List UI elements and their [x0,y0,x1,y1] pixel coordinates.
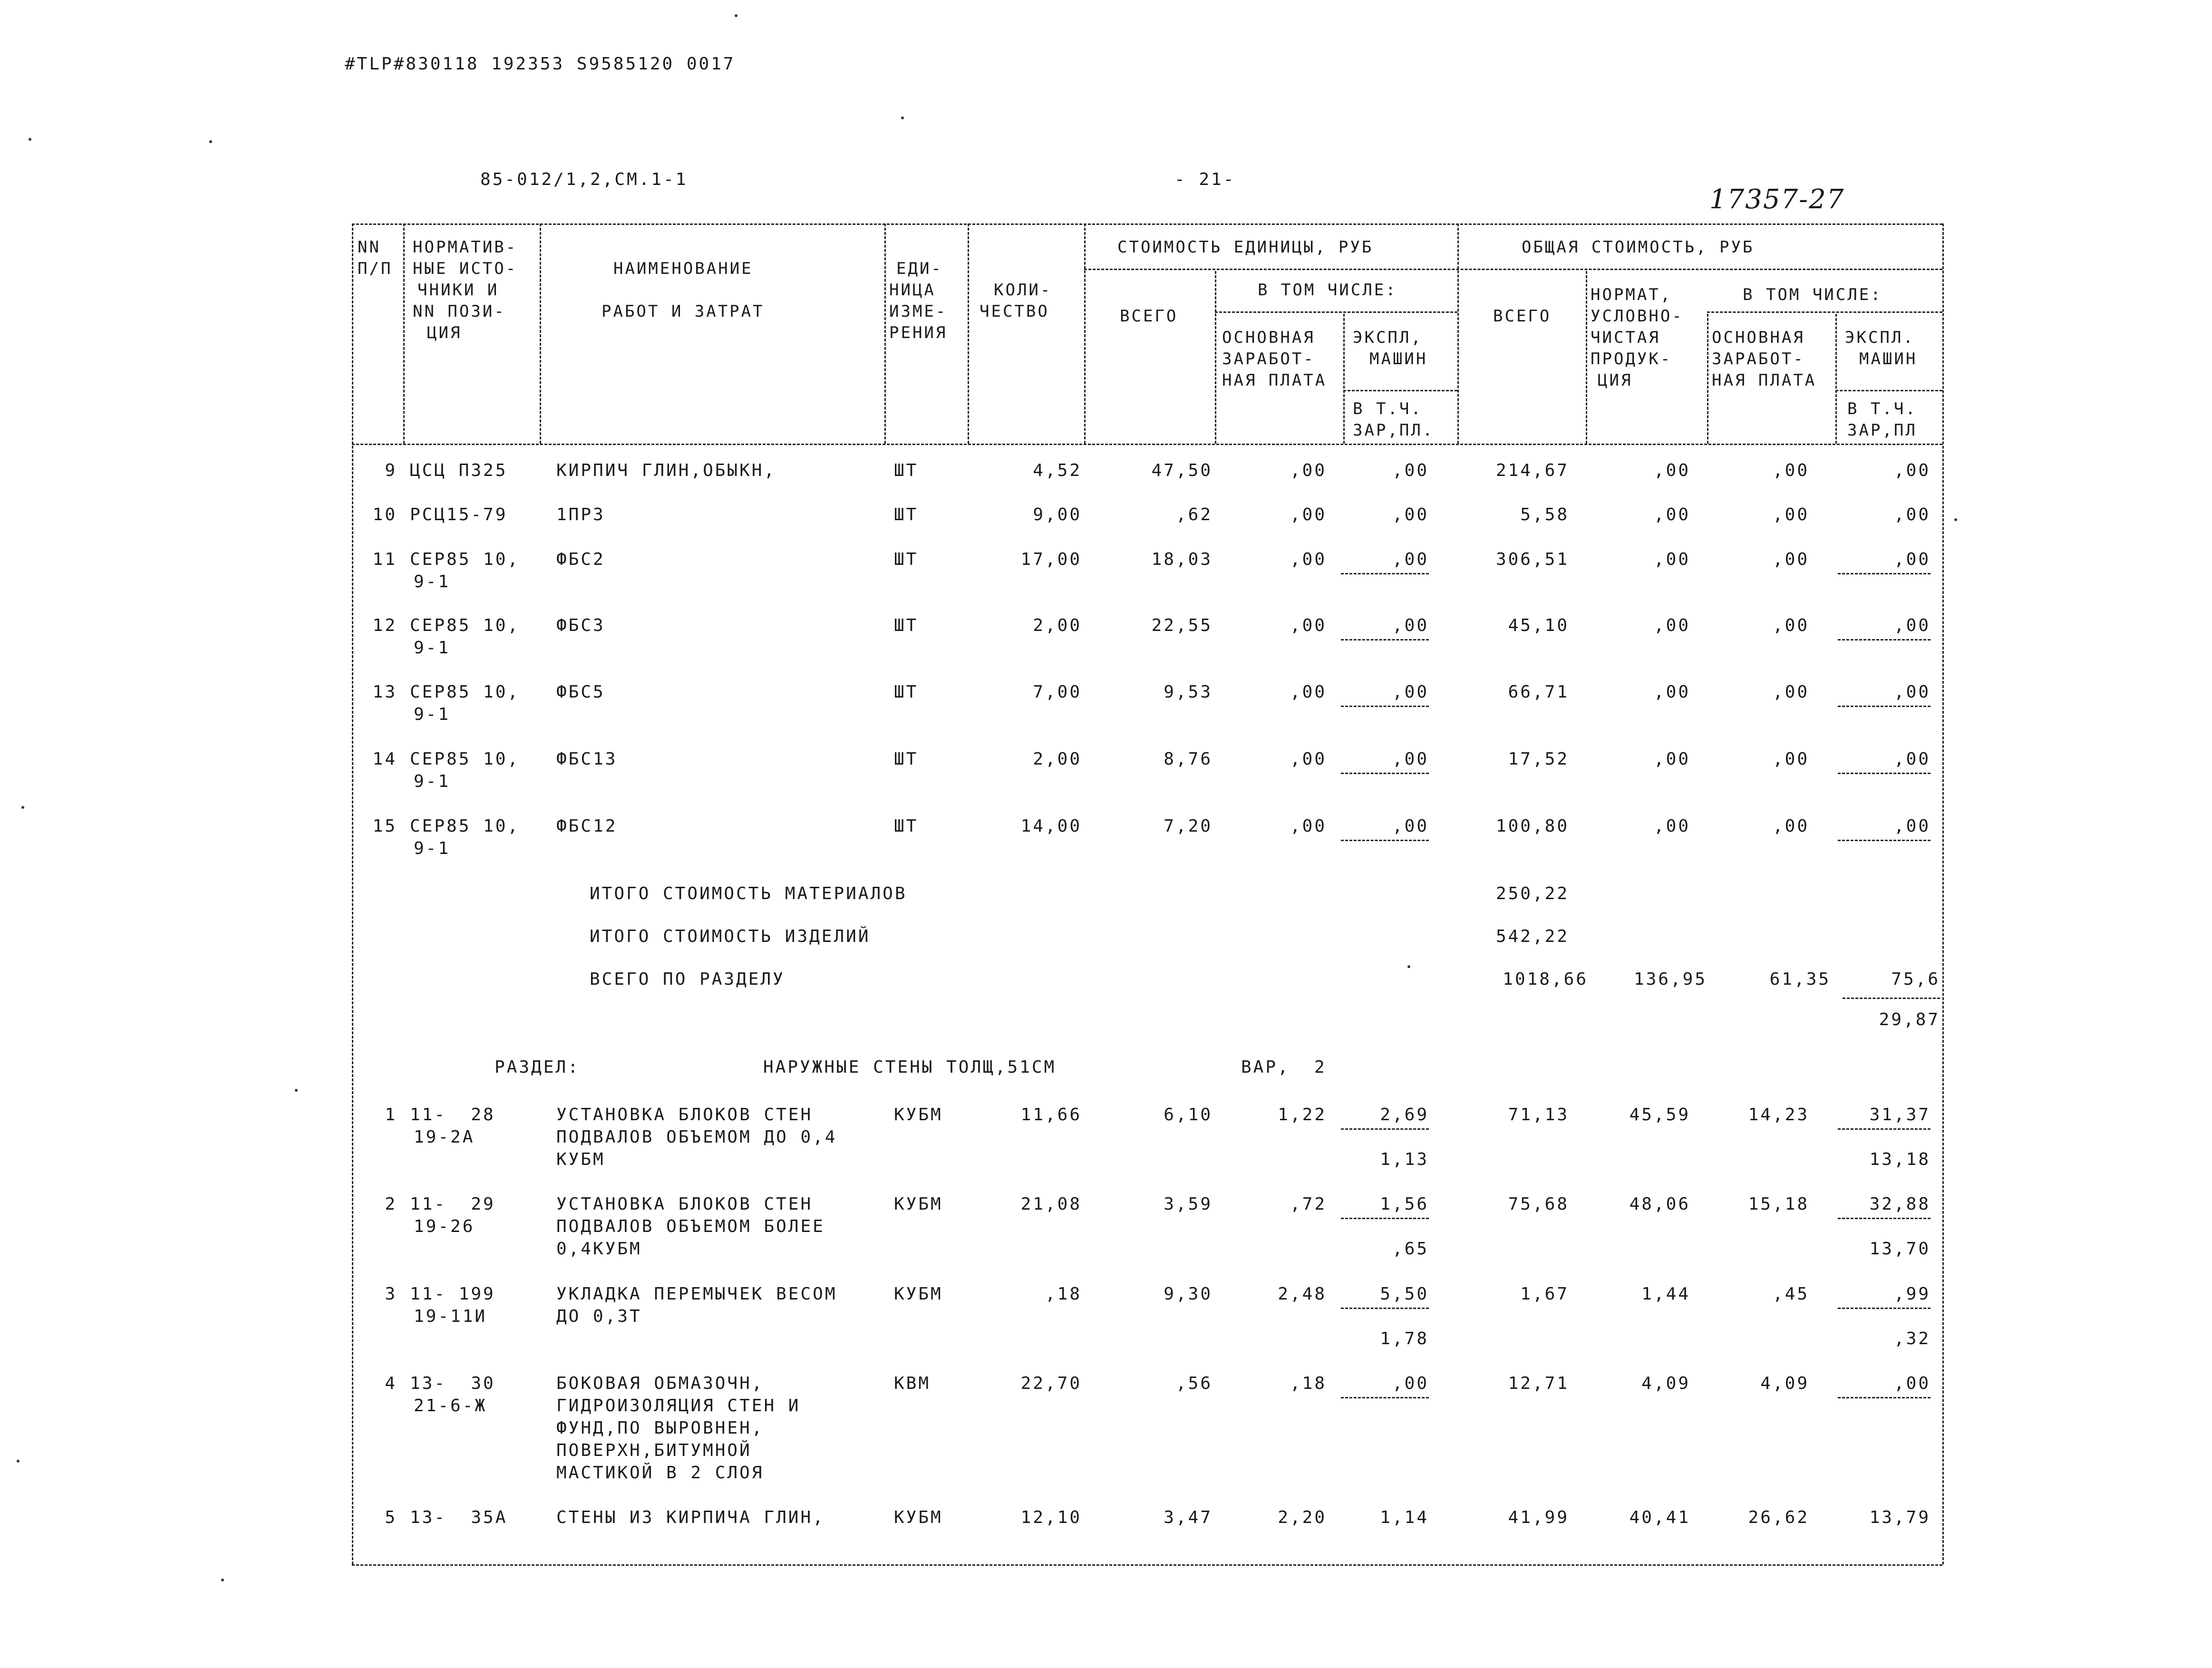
row-name-line: СТЕНЫ ИЗ КИРПИЧА ГЛИН, [556,1508,825,1527]
header-normative: НОРМАТИВ- [413,238,518,257]
header-net-product: НОРМАТ, [1591,285,1672,304]
row-basic-wage: 15,18 [1748,1194,1809,1214]
row-unit: КВМ [894,1374,931,1393]
header-basic-wage-2: ОСНОВНАЯ [1712,328,1805,347]
row-unit-basic-wage: ,72 [1290,1194,1327,1214]
row-number: 9 [385,461,397,480]
speck [21,806,24,809]
header-normative: НЫЕ ИСТО- [413,259,518,278]
row-machine: ,00 [1893,816,1931,836]
row-net-product: ,00 [1653,682,1690,702]
header-col-sep [1707,314,1708,444]
row-unit-machine: 2,69 [1380,1105,1429,1125]
header-total: ВСЕГО [1493,307,1552,326]
document-code: #TLP#830118 192353 S9585120 0017 [345,54,736,74]
row-unit-total: 8,76 [1164,749,1213,769]
row-unit-basic-wage: ,00 [1290,550,1327,569]
subtotal-dash [1843,998,1940,999]
row-machine: ,00 [1893,682,1931,702]
header-pp: П/П [358,259,393,278]
row-name-line: ФУНД,ПО ВЫРОВНЕН, [556,1418,764,1438]
row-normative-code-2: 9-1 [414,772,451,791]
header-unit: РЕНИЯ [889,323,948,342]
section-variant: ВАР, 2 [1241,1057,1327,1077]
header-subline [1835,390,1942,391]
header-incl-wage: ЗАР,ПЛ. [1353,421,1435,440]
speck [295,1089,298,1092]
row-name-line: УСТАНОВКА БЛОКОВ СТЕН [556,1194,813,1214]
row-machine: ,00 [1893,749,1931,769]
row-normative-code-2: 9-1 [414,839,451,858]
row-basic-wage: ,45 [1772,1284,1809,1304]
section-label: РАЗДЕЛ: [495,1057,580,1077]
header-net-product: ЦИЯ [1598,371,1633,390]
row-quantity: 14,00 [1020,816,1082,836]
row-unit-machine: ,00 [1392,616,1429,635]
row-unit: ШТ [894,682,919,702]
row-normative-code: СЕР85 10, [410,816,520,836]
row-net-product: 48,06 [1629,1194,1690,1214]
row-basic-wage: 4,09 [1760,1374,1809,1393]
row-normative-code: СЕР85 10, [410,749,520,769]
table-bottom-border [352,1564,1942,1566]
row-name-line: БОКОВАЯ ОБМАЗОЧН, [556,1374,764,1393]
row-total: 1,67 [1520,1284,1569,1304]
row-unit-machine: ,00 [1392,816,1429,836]
row-basic-wage: 26,62 [1748,1508,1809,1527]
row-unit-machine-wage: ,65 [1392,1239,1429,1259]
row-machine: ,99 [1893,1284,1931,1304]
row-net-product: 40,41 [1629,1508,1690,1527]
row-name-line: ПОДВАЛОВ ОБЪЕМОМ ДО 0,4 [556,1127,837,1147]
row-machine-wage: 13,18 [1869,1150,1931,1169]
header-unit: ИЗМЕ- [889,302,948,321]
header-net-product: ПРОДУК- [1591,349,1672,369]
row-name-line: 1ПР3 [556,505,605,524]
row-basic-wage: ,00 [1772,749,1809,769]
row-unit-basic-wage: ,18 [1290,1374,1327,1393]
row-machine: ,00 [1893,505,1931,524]
header-basic-wage: ОСНОВНАЯ [1222,328,1315,347]
row-normative-code-2: 9-1 [414,705,451,724]
row-name-line: КИРПИЧ ГЛИН,ОБЫКН, [556,461,776,480]
row-normative-code: 13- 30 [410,1374,495,1393]
header-normative: NN ПОЗИ- [413,302,506,321]
row-name-line: ПОДВАЛОВ ОБЪЕМОМ БОЛЕЕ [556,1217,825,1236]
row-quantity: 17,00 [1020,550,1082,569]
row-name-line: ФБС13 [556,749,618,769]
row-unit-basic-wage: ,00 [1290,816,1327,836]
row-normative-code: СЕР85 10, [410,682,520,702]
row-name-line: КУБМ [556,1150,605,1169]
row-name-line: ФБС5 [556,682,605,702]
row-unit: ШТ [894,550,919,569]
row-normative-code: РСЦ15-79 [410,505,508,524]
products-total-label: ИТОГО СТОИМОСТЬ ИЗДЕЛИЙ [590,927,871,946]
header-basic-wage: ЗАРАБОТ- [1222,349,1315,369]
header-including-2: В ТОМ ЧИСЛЕ: [1743,285,1882,304]
row-name-line: МАСТИКОЙ В 2 СЛОЯ [556,1463,764,1483]
row-number: 12 [372,616,397,635]
row-number: 1 [385,1105,397,1125]
row-machine-wage: 13,70 [1869,1239,1931,1259]
row-total: 214,67 [1495,461,1569,480]
row-net-product: ,00 [1653,550,1690,569]
row-total: 41,99 [1508,1508,1569,1527]
speck [17,1460,19,1463]
row-number: 14 [372,749,397,769]
section-net-value: 136,95 [1633,970,1707,989]
header-total-cost: ОБЩАЯ СТОИМОСТЬ, РУБ [1522,238,1755,257]
row-quantity: 9,00 [1033,505,1082,524]
header-col-sep [1215,271,1216,444]
row-quantity: 22,70 [1020,1374,1082,1393]
row-total: 71,13 [1508,1105,1569,1125]
row-normative-code: 11- 28 [410,1105,495,1125]
row-unit-basic-wage: ,00 [1290,682,1327,702]
row-net-product: ,00 [1653,749,1690,769]
row-unit-basic-wage: 2,20 [1278,1508,1327,1527]
subtotal-dash [1838,706,1931,707]
row-normative-code: 13- 35А [410,1508,508,1527]
section-total-value: 1018,66 [1503,970,1588,989]
subtotal-dash [1838,840,1931,841]
row-unit-basic-wage: ,00 [1290,461,1327,480]
row-normative-code-2: 9-1 [414,572,451,592]
row-unit: КУБМ [894,1508,943,1527]
document-reference: 85-012/1,2,СМ.1-1 [480,170,688,189]
section-basic-value: 61,35 [1769,970,1831,989]
row-normative-code: 11- 29 [410,1194,495,1214]
header-machine-use-2: ЭКСПЛ. [1845,328,1915,347]
row-unit-total: 6,10 [1164,1105,1213,1125]
row-unit-machine: ,00 [1392,505,1429,524]
header-net-product: ЧИСТАЯ [1591,328,1660,347]
header-basic-wage-2: ЗАРАБОТ- [1712,349,1805,369]
row-unit-total: ,56 [1175,1374,1213,1393]
header-machine-use: МАШИН [1369,349,1428,369]
row-unit-total: 7,20 [1164,816,1213,836]
row-machine: ,00 [1893,550,1931,569]
row-net-product: ,00 [1653,616,1690,635]
header-machine-use-2: МАШИН [1859,349,1918,369]
subtotal-dash [1341,1128,1429,1130]
row-basic-wage: ,00 [1772,616,1809,635]
table-left-border [352,223,353,1564]
header-col-sep [1586,271,1587,444]
page-number: - 21- [1174,170,1236,189]
row-name-line: ДО 0,3Т [556,1307,642,1326]
speck [29,138,31,141]
subtotal-dash [1341,773,1429,774]
row-quantity: 2,00 [1033,616,1082,635]
speck [221,1579,224,1581]
row-unit: ШТ [894,505,919,524]
row-quantity: 4,52 [1033,461,1082,480]
row-unit-total: ,62 [1175,505,1213,524]
subtotal-dash [1838,1218,1931,1219]
subtotal-dash [1341,573,1429,574]
speck [735,14,737,17]
section-machine-wage-value: 29,87 [1879,1010,1940,1029]
row-name-line: ФБС3 [556,616,605,635]
subtotal-dash [1341,1397,1429,1398]
subtotal-dash [1341,840,1429,841]
row-net-product: ,00 [1653,461,1690,480]
materials-total-value: 250,22 [1495,884,1569,903]
materials-total-label: ИТОГО СТОИМОСТЬ МАТЕРИАЛОВ [590,884,907,903]
header-normative: ЦИЯ [427,323,462,342]
row-basic-wage: ,00 [1772,682,1809,702]
header-unit: ЕДИ- [896,259,943,278]
row-quantity: 7,00 [1033,682,1082,702]
row-unit-total: 9,53 [1164,682,1213,702]
row-total: 45,10 [1508,616,1569,635]
subtotal-dash [1838,1397,1931,1398]
row-quantity: 12,10 [1020,1508,1082,1527]
row-normative-code-2: 19-26 [414,1217,475,1236]
header-quantity: КОЛИ- [994,281,1052,300]
row-unit-machine-wage: 1,78 [1380,1329,1429,1348]
row-unit-basic-wage: ,00 [1290,749,1327,769]
row-unit: КУБМ [894,1284,943,1304]
row-net-product: 1,44 [1641,1284,1690,1304]
header-unit-cost: СТОИМОСТЬ ЕДИНИЦЫ, РУБ [1117,238,1374,257]
row-unit-total: 18,03 [1151,550,1213,569]
row-net-product: 45,59 [1629,1105,1690,1125]
header-basic-wage: НАЯ ПЛАТА [1222,371,1327,390]
row-unit-total: 3,59 [1164,1194,1213,1214]
row-name-line: ФБС12 [556,816,618,836]
row-machine-wage: ,32 [1893,1329,1931,1348]
row-name-line: 0,4КУБМ [556,1239,642,1259]
row-name-line: ФБС2 [556,550,605,569]
table-top-border [352,223,1942,225]
header-incl-wage-2: В Т.Ч. [1847,399,1917,418]
row-number: 3 [385,1284,397,1304]
row-number: 13 [372,682,397,702]
header-subline [1215,311,1457,313]
subtotal-dash [1341,706,1429,707]
row-unit: КУБМ [894,1194,943,1214]
row-normative-code-2: 21-6-Ж [414,1396,487,1416]
row-unit: ШТ [894,616,919,635]
row-unit-machine: 1,56 [1380,1194,1429,1214]
row-unit-machine-wage: 1,13 [1380,1150,1429,1169]
row-unit-total: 47,50 [1151,461,1213,480]
row-name-line: ПОВЕРХН,БИТУМНОЙ [556,1441,752,1460]
row-name-line: УКЛАДКА ПЕРЕМЫЧЕК ВЕСОМ [556,1284,837,1304]
row-normative-code: СЕР85 10, [410,550,520,569]
row-quantity: 2,00 [1033,749,1082,769]
row-unit-machine: ,00 [1392,461,1429,480]
row-net-product: 4,09 [1641,1374,1690,1393]
subtotal-dash [1838,573,1931,574]
subtotal-dash [1838,1308,1931,1309]
subtotal-dash [1838,1128,1931,1130]
row-total: 306,51 [1495,550,1569,569]
header-machine-use: ЭКСПЛ, [1353,328,1423,347]
section-title: НАРУЖНЫЕ СТЕНЫ ТОЛЩ,51СМ [763,1057,1057,1077]
row-unit-basic-wage: 2,48 [1278,1284,1327,1304]
subtotal-dash [1341,639,1429,640]
row-unit: ШТ [894,816,919,836]
header-name: РАБОТ И ЗАТРАТ [602,302,765,321]
row-unit-machine: ,00 [1392,682,1429,702]
header-incl-wage-2: ЗАР,ПЛ [1847,421,1917,440]
row-number: 15 [372,816,397,836]
row-unit-total: 3,47 [1164,1508,1213,1527]
speck [901,116,904,119]
row-total: 66,71 [1508,682,1569,702]
row-number: 11 [372,550,397,569]
header-col-sep [884,223,886,444]
row-normative-code: СЕР85 10, [410,616,520,635]
header-unit: НИЦА [889,281,936,300]
row-unit: ШТ [894,749,919,769]
row-normative-code-2: 19-2А [414,1127,475,1147]
speck [209,140,212,143]
row-basic-wage: 14,23 [1748,1105,1809,1125]
row-name-line: ГИДРОИЗОЛЯЦИЯ СТЕН И [556,1396,801,1416]
header-basic-wage-2: НАЯ ПЛАТА [1712,371,1817,390]
subtotal-dash [1838,639,1931,640]
subtotal-dash [1341,1308,1429,1309]
row-number: 2 [385,1194,397,1214]
speck [1407,965,1410,968]
subtotal-dash [1838,773,1931,774]
row-unit: ШТ [894,461,919,480]
header-col-sep [403,223,405,444]
header-normative: ЧНИКИ И [417,281,499,300]
row-machine: 32,88 [1869,1194,1931,1214]
row-net-product: ,00 [1653,505,1690,524]
header-name: НАИМЕНОВАНИЕ [613,259,753,278]
row-total: 12,71 [1508,1374,1569,1393]
row-unit-machine: 1,14 [1380,1508,1429,1527]
row-unit-machine: ,00 [1392,550,1429,569]
row-quantity: 11,66 [1020,1105,1082,1125]
row-basic-wage: ,00 [1772,505,1809,524]
row-unit: КУБМ [894,1105,943,1125]
row-unit-total: 22,55 [1151,616,1213,635]
row-total: 17,52 [1508,749,1569,769]
table-header-bottom-border [352,444,1942,445]
row-unit-machine: ,00 [1392,749,1429,769]
header-including: В ТОМ ЧИСЛЕ: [1258,281,1397,300]
table-right-border [1942,223,1944,1564]
row-unit-machine: 5,50 [1380,1284,1429,1304]
header-col-sep [968,223,969,444]
speck [1954,518,1957,521]
header-subline [1707,311,1942,313]
header-col-sep [540,223,541,444]
header-col-sep [1084,223,1086,444]
row-total: 75,68 [1508,1194,1569,1214]
row-machine: 31,37 [1869,1105,1931,1125]
row-total: 100,80 [1495,816,1569,836]
row-unit-basic-wage: ,00 [1290,616,1327,635]
row-total: 5,58 [1520,505,1569,524]
row-quantity: ,18 [1045,1284,1082,1304]
row-number: 10 [372,505,397,524]
header-unit-total: ВСЕГО [1120,307,1178,326]
row-net-product: ,00 [1653,816,1690,836]
row-basic-wage: ,00 [1772,816,1809,836]
header-quantity: ЧЕСТВО [980,302,1049,321]
header-incl-wage: В Т.Ч. [1353,399,1423,418]
section-machine-value: 75,6 [1891,970,1940,989]
row-basic-wage: ,00 [1772,550,1809,569]
row-number: 5 [385,1508,397,1527]
row-normative-code-2: 19-11И [414,1307,487,1326]
row-unit-basic-wage: 1,22 [1278,1105,1327,1125]
header-nn: NN [358,238,381,257]
row-name-line: УСТАНОВКА БЛОКОВ СТЕН [556,1105,813,1125]
section-total-label: ВСЕГО ПО РАЗДЕЛУ [590,970,785,989]
row-number: 4 [385,1374,397,1393]
row-normative-code: 11- 199 [410,1284,495,1304]
header-col-sep [1835,314,1837,444]
row-quantity: 21,08 [1020,1194,1082,1214]
row-normative-code: ЦСЦ П325 [410,461,508,480]
header-col-sep [1457,223,1459,444]
row-normative-code-2: 9-1 [414,638,451,658]
subtotal-dash [1341,1218,1429,1219]
header-col-sep [1343,314,1345,444]
header-net-product: УСЛОВНО- [1591,307,1684,326]
row-basic-wage: ,00 [1772,461,1809,480]
handwritten-number: 17357-27 [1709,184,1845,215]
row-unit-basic-wage: ,00 [1290,505,1327,524]
row-machine: ,00 [1893,1374,1931,1393]
row-unit-machine: ,00 [1392,1374,1429,1393]
header-subline [1084,269,1942,270]
row-machine: 13,79 [1869,1508,1931,1527]
header-subline [1343,390,1457,391]
row-unit-total: 9,30 [1164,1284,1213,1304]
row-machine: ,00 [1893,616,1931,635]
row-machine: ,00 [1893,461,1931,480]
products-total-value: 542,22 [1495,927,1569,946]
